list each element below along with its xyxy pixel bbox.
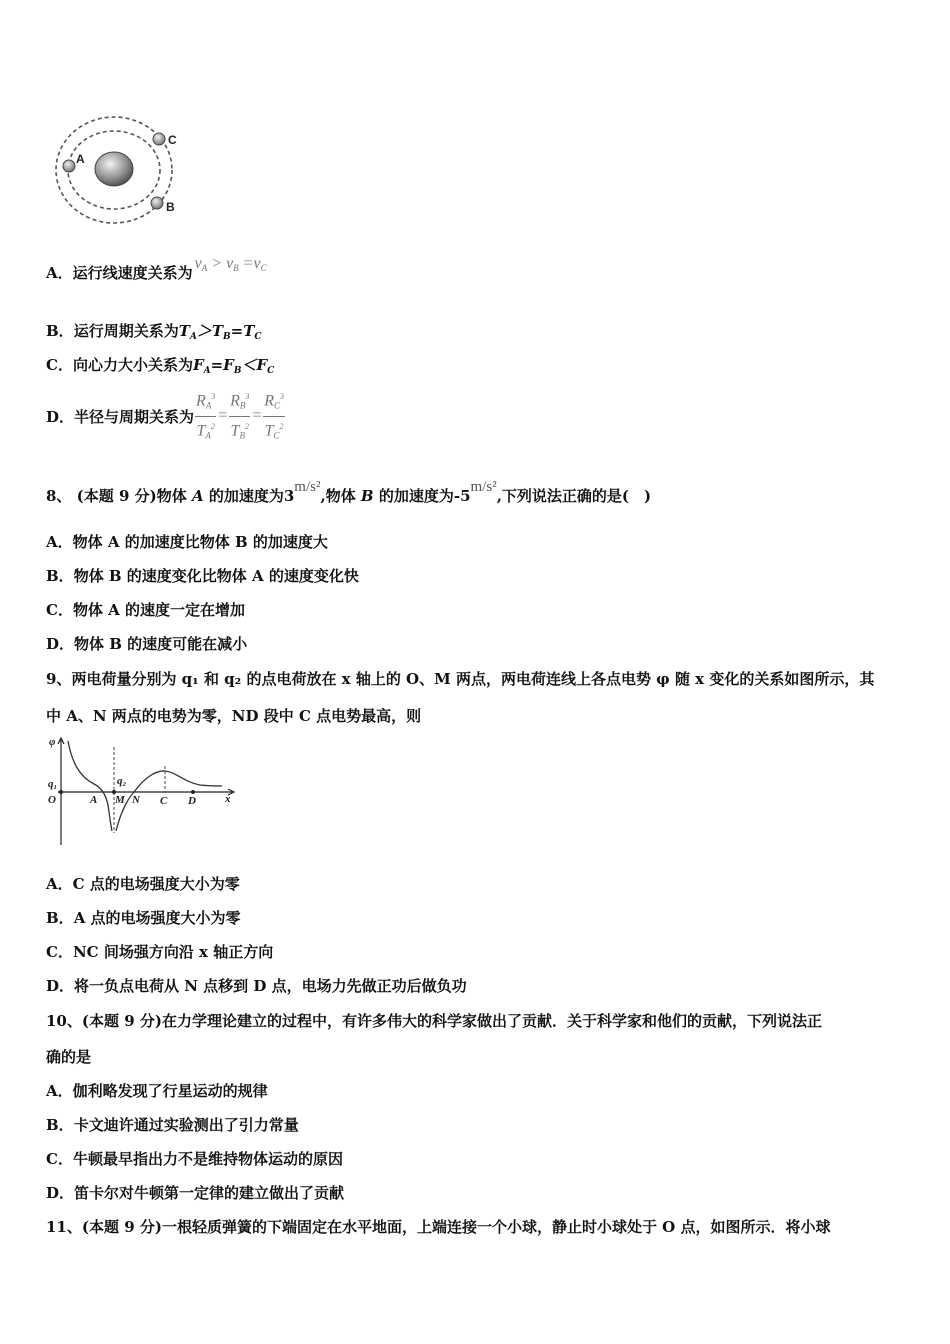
central-planet <box>95 152 133 186</box>
q8-option-c: C．物体 A 的速度一定在增加 <box>46 601 246 619</box>
label-b: B <box>166 200 175 214</box>
q10-option-d: D．笛卡尔对牛顿第一定律的建立做出了贡献 <box>46 1184 345 1202</box>
q10-option-a: A．伽利略发现了行星运动的规律 <box>46 1082 268 1100</box>
q10-stem-line1: 10、(本题 9 分)在力学理论建立的过程中，有许多伟大的科学家做出了贡献．关于科学家和他们的贡献，下列说法正 <box>46 1012 822 1030</box>
q8-option-d: D．物体 B 的速度可能在减小 <box>46 635 248 653</box>
label-q2: q₂ <box>117 775 127 787</box>
orbit-figure <box>48 110 188 230</box>
point-o <box>59 790 63 794</box>
label-c: C <box>160 795 168 807</box>
q9-option-c: C．NC 间场强方向沿 x 轴正方向 <box>46 943 274 961</box>
q7-option-b-formula: $T_A>T_B=T_C$ <box>178 322 262 342</box>
label-d: D <box>188 795 196 807</box>
potential-graph <box>44 735 244 850</box>
satellite-b <box>151 197 163 209</box>
label-phi: φ <box>49 736 56 748</box>
label-q1: q₁ <box>48 778 58 790</box>
q9-stem-line2: 中 A、N 两点的电势为零，ND 段中 C 点电势最高，则 <box>46 707 422 725</box>
phi-curve-left <box>68 741 112 831</box>
label-x: x <box>225 793 231 805</box>
label-c: C <box>168 133 177 147</box>
q9-option-d: D．将一负点电荷从 N 点移到 D 点，电场力先做正功后做负功 <box>46 977 467 995</box>
q7-option-a: A．运行线速度关系为$v_A > v_B =v_C$ <box>46 255 267 282</box>
q10-stem-line2: 确的是 <box>46 1048 92 1066</box>
label-a: A <box>76 152 85 166</box>
q11-stem-line1: 11、(本题 9 分)一根轻质弹簧的下端固定在水平地面，上端连接一个小球，静止时小球处于 O 点，如图所示．将小球 <box>46 1218 831 1236</box>
q7-option-a-formula: $v_A > v_B =v_C$ <box>194 255 267 273</box>
q7-option-b: B．运行周期关系为$T_A>T_B=T_C$ <box>46 322 262 342</box>
label-n: N <box>132 794 140 806</box>
q9-stem-line1: 9、两电荷量分别为 q₁ 和 q₂ 的点电荷放在 x 轴上的 O、M 两点，两电荷连线上各点电势 φ 随 x 变化的关系如图所示，其 <box>46 670 875 688</box>
q7-option-c-formula: $F_A=F_B<F_C$ <box>192 356 275 376</box>
label-a: A <box>90 794 98 806</box>
satellite-a <box>63 160 75 172</box>
q7-option-d-formula: $\frac{R_A^3}{T_A^2}$ = $\frac{R_B^3}{T_B^2}$ = $\frac{R_C^3}{T_C^2}$ <box>194 388 286 444</box>
q10-option-c: C．牛顿最早指出力不是维持物体运动的原因 <box>46 1150 343 1168</box>
q9-option-a: A．C 点的电场强度大小为零 <box>46 875 240 893</box>
q9-option-b: B．A 点的电场强度大小为零 <box>46 909 241 927</box>
q8-option-a: A．物体 A 的加速度比物体 B 的加速度大 <box>46 533 328 551</box>
q7-option-d: D． 半径与周期关系为 $\frac{R_A^3}{T_A^2}$ = $\frac{R_B^3}{T_B^2}$ = $\frac{R_C^3}{T_C^2}$ <box>46 388 286 444</box>
q8-option-b: B．物体 B 的速度变化比物体 A 的速度变化快 <box>46 567 359 585</box>
q7-option-c: C．向心力大小关系为$F_A=F_B<F_C$ <box>46 356 275 376</box>
point-d <box>191 790 195 794</box>
label-m: M <box>115 794 125 806</box>
q8-stem: 8、 (本题 9 分)物体 A 的加速度为3m/s²,物体 B 的加速度为-5m/s²,下列说法正确的是( ) <box>46 479 652 505</box>
label-o: O <box>48 794 56 806</box>
q10-option-b: B．卡文迪许通过实验测出了引力常量 <box>46 1116 299 1134</box>
satellite-c <box>153 133 165 145</box>
